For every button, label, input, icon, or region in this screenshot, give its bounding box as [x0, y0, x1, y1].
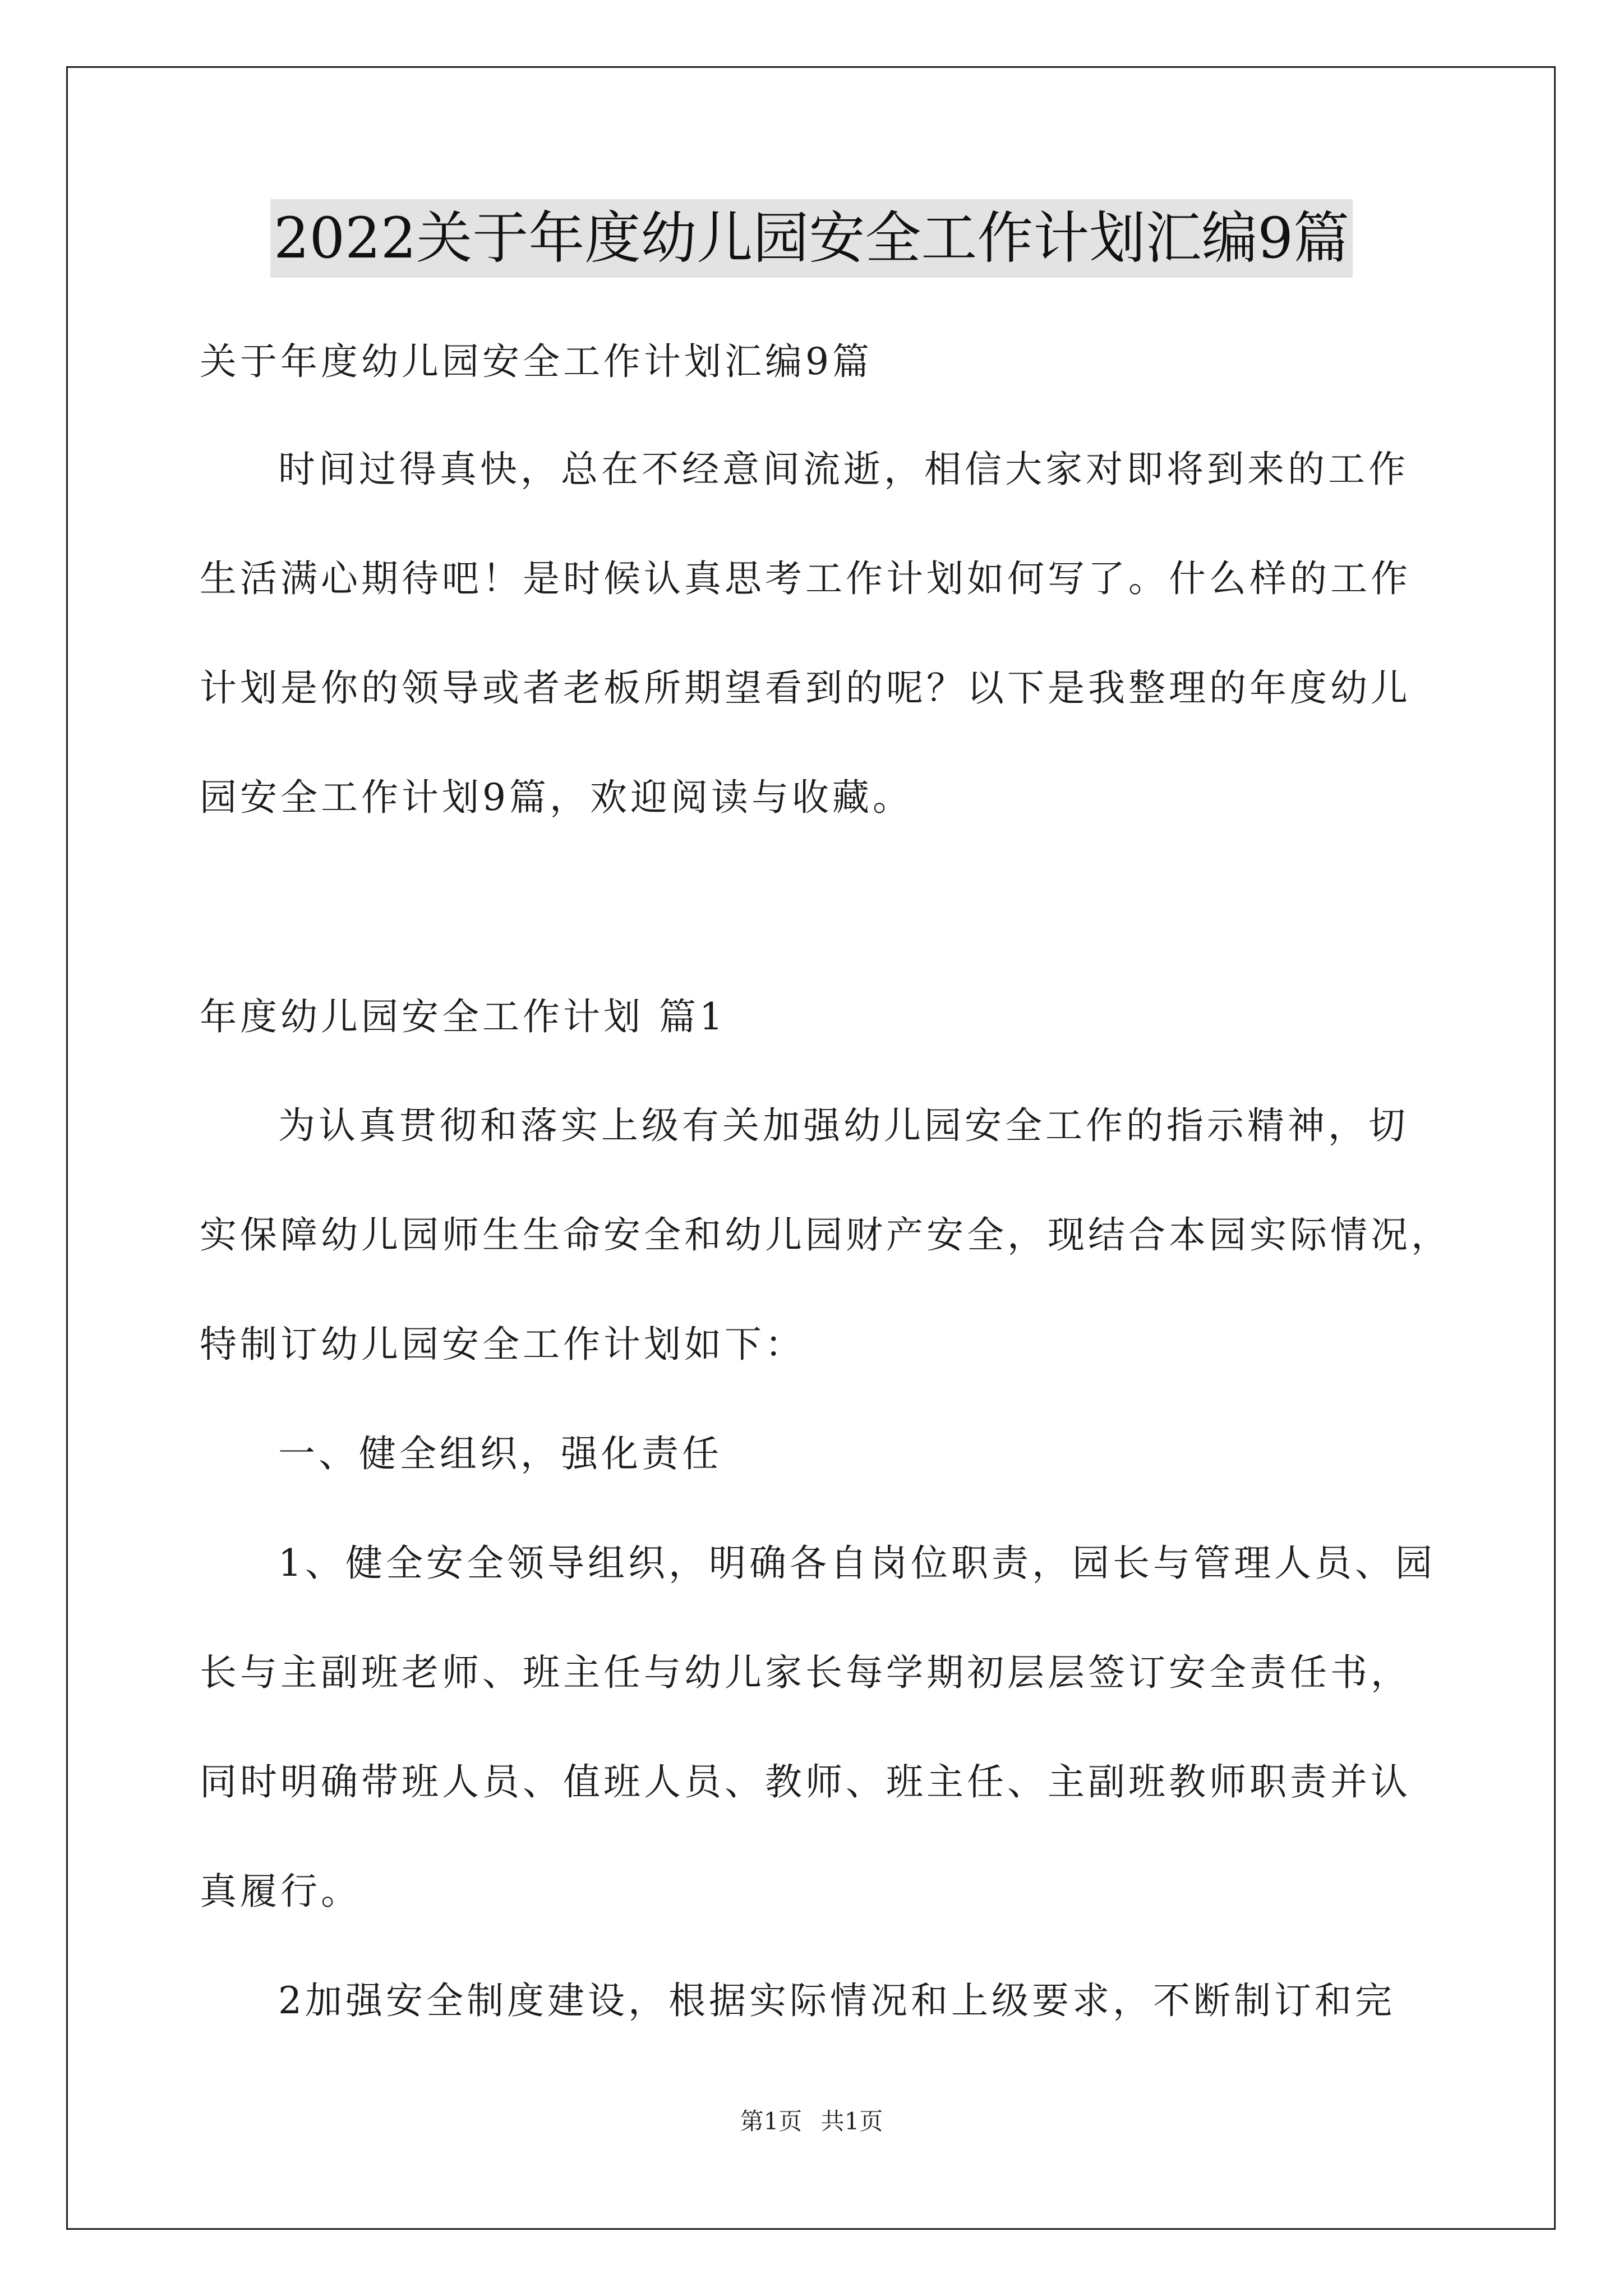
paragraph-line: 1、健全安全领导组织，明确各自岗位职责，园长与管理人员、园 [278, 1542, 1436, 1585]
document-subtitle: 关于年度幼儿园安全工作计划汇编9篇 [200, 340, 873, 383]
section-heading: 年度幼儿园安全工作计划 篇1 [200, 995, 726, 1038]
paragraph-line: 生活满心期待吧！是时候认真思考工作计划如何写了。什么样的工作 [200, 557, 1411, 600]
page-footer [0, 2105, 1623, 2138]
page-total: 共1页 [820, 2108, 883, 2135]
document-title: 2022关于年度幼儿园安全工作计划汇编9篇 [270, 199, 1353, 278]
paragraph-line: 长与主副班老师、班主任与幼儿家长每学期初层层签订安全责任书， [200, 1651, 1411, 1694]
paragraph-line: 实保障幼儿园师生生命安全和幼儿园财产安全，现结合本园实际情况， [200, 1213, 1451, 1257]
paragraph-line: 2加强安全制度建设，根据实际情况和上级要求，不断制订和完 [278, 1979, 1395, 2022]
subsection-heading: 一、健全组织，强化责任 [278, 1432, 722, 1475]
paragraph-line: 为认真贯彻和落实上级有关加强幼儿园安全工作的指示精神，切 [278, 1104, 1409, 1147]
paragraph-line: 同时明确带班人员、值班人员、教师、班主任、主副班教师职责并认 [200, 1760, 1411, 1803]
paragraph-line: 计划是你的领导或者老板所期望看到的呢？以下是我整理的年度幼儿 [200, 666, 1411, 710]
title-container [0, 199, 1623, 278]
paragraph-line: 真履行。 [200, 1870, 361, 1913]
paragraph-line: 时间过得真快，总在不经意间流逝，相信大家对即将到来的工作 [278, 448, 1409, 491]
paragraph-line: 园安全工作计划9篇，欢迎阅读与收藏。 [200, 776, 913, 819]
page-number: 第1页 [740, 2108, 803, 2135]
paragraph-line: 特制订幼儿园安全工作计划如下： [200, 1323, 805, 1366]
